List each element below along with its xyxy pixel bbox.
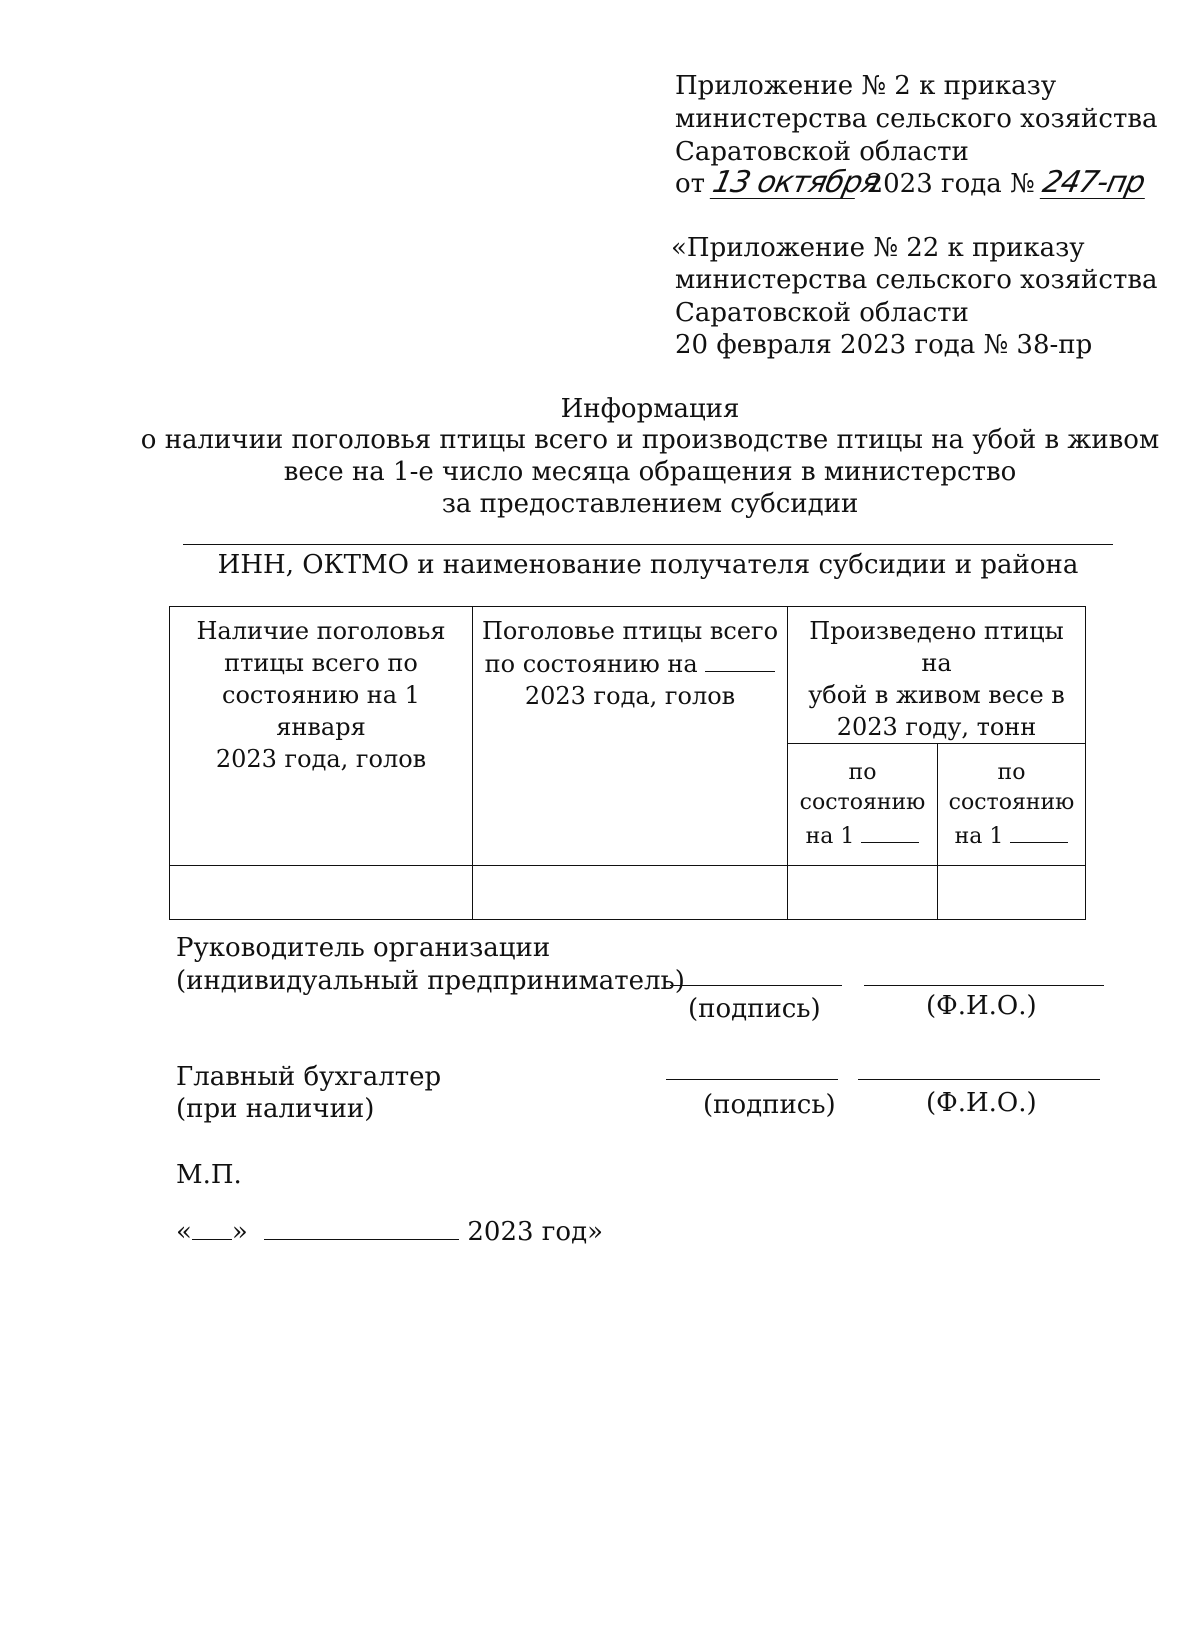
accountant-signature-line <box>666 1079 838 1080</box>
header-col-stock-jan1: Наличие поголовья птицы всего по состоянию на 1 января 2023 года, голов <box>170 607 473 866</box>
head-name-line <box>864 985 1104 986</box>
title-line4: за предоставлением субсидии <box>441 489 859 519</box>
appendix-header-line2: министерства сельского хозяйства <box>675 104 1158 134</box>
poultry-info-table <box>169 606 1086 920</box>
head-title-line1: Руководитель организации <box>176 933 551 963</box>
stamp-place: М.П. <box>176 1160 242 1190</box>
header-col-produced: Произведено птицы на убой в живом весе в 2023 году, тонн <box>788 607 1086 744</box>
day-blank <box>192 1215 232 1240</box>
data-cell-stock-jan1 <box>170 866 473 920</box>
original-header-line3: Саратовской области <box>675 298 969 328</box>
original-header-line4: 20 февраля 2023 года № 38-пр <box>675 330 1093 360</box>
head-signature-caption: (подпись) <box>688 994 821 1024</box>
date-blank <box>861 818 919 843</box>
accountant-title-line1: Главный бухгалтер <box>176 1062 442 1092</box>
original-header-line2: министерства сельского хозяйства <box>675 265 1158 295</box>
title-line2: о наличии поголовья птицы всего и производстве птицы на убой в живом <box>140 425 1160 455</box>
date-blank <box>705 647 775 672</box>
subheader-produced-2: по состоянию на 1 <box>938 744 1086 866</box>
handwritten-date: 13 октября <box>709 165 883 200</box>
date-year: 2023 год» <box>467 1217 603 1247</box>
month-blank <box>264 1215 459 1240</box>
date-prefix: от <box>675 169 706 199</box>
header-col-stock-current: Поголовье птицы всего по состоянию на 2023 года, голов <box>473 607 788 866</box>
accountant-name-caption: (Ф.И.О.) <box>926 1088 1037 1118</box>
head-title-line2: (индивидуальный предприниматель) <box>176 966 685 996</box>
accountant-name-line <box>858 1079 1100 1080</box>
handwritten-order-number: 247-пр <box>1040 168 1152 199</box>
accountant-title-line2: (при наличии) <box>176 1094 375 1124</box>
recipient-caption: ИНН, ОКТМО и наименование получателя субсидии и района <box>217 550 1079 580</box>
head-name-caption: (Ф.И.О.) <box>926 991 1037 1021</box>
title-line3: весе на 1-е число месяца обращения в министерство <box>283 457 1017 487</box>
data-cell-produced-1 <box>788 866 938 920</box>
accountant-signature-caption: (подпись) <box>703 1090 836 1120</box>
head-signature-line <box>670 985 842 986</box>
original-header-line1: «Приложение № 22 к приказу <box>671 233 1085 263</box>
document-title: Информация <box>560 394 740 424</box>
date-blank <box>1010 818 1068 843</box>
data-cell-produced-2 <box>938 866 1086 920</box>
data-cell-stock-current <box>473 866 788 920</box>
recipient-blank-line <box>183 544 1113 545</box>
appendix-header-line1: Приложение № 2 к приказу <box>675 71 1057 101</box>
appendix-header-date-line <box>675 165 1148 201</box>
date-line: « » 2023 год» <box>176 1217 603 1247</box>
year-text: 2023 года № <box>866 169 1035 199</box>
appendix-header-line3: Саратовской области <box>675 137 969 167</box>
subheader-produced-1: по состоянию на 1 <box>788 744 938 866</box>
